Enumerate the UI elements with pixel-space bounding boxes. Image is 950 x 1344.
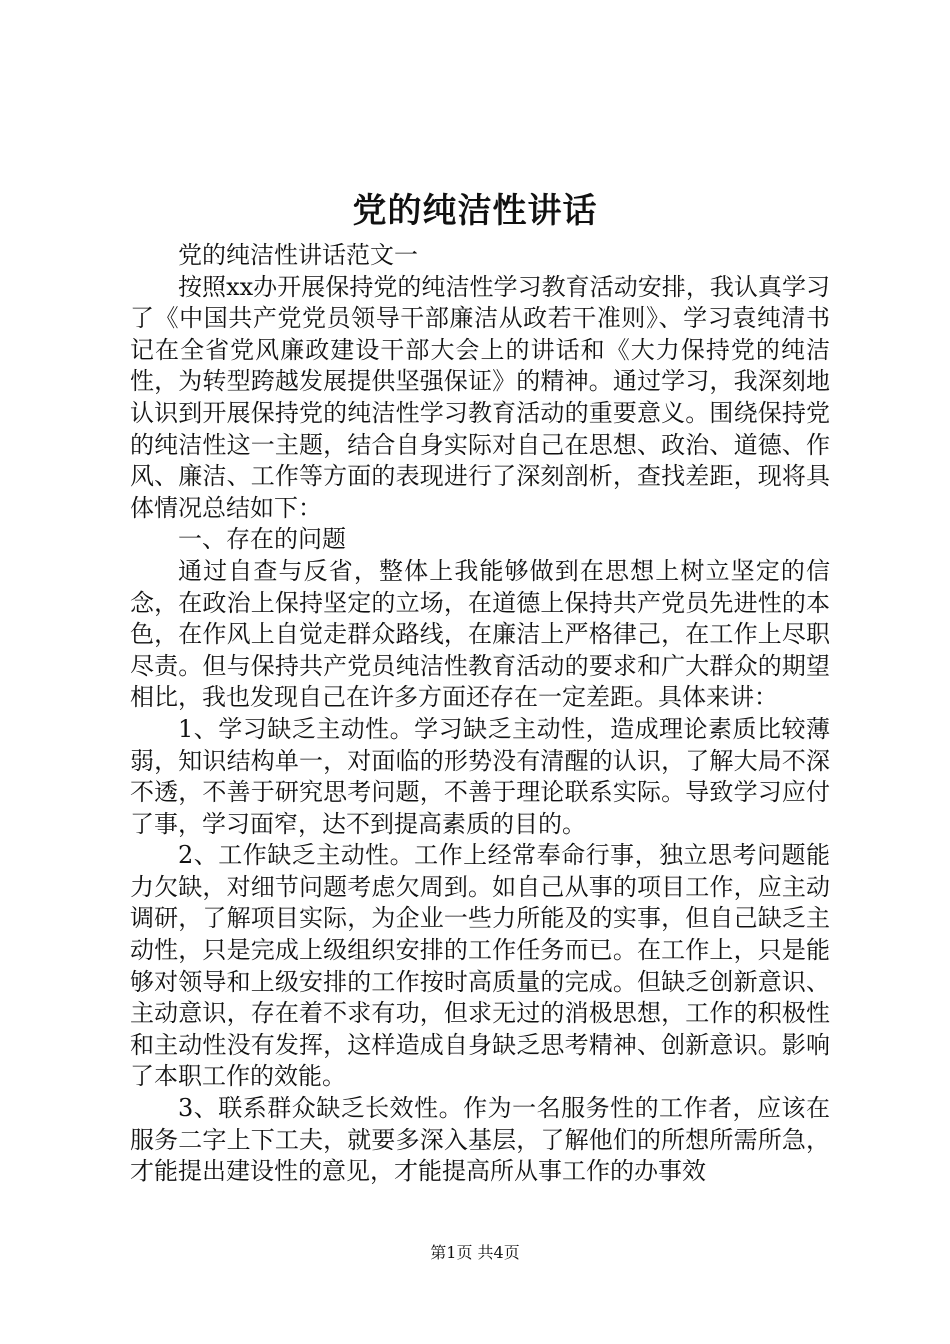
- paragraph-overview: 通过自查与反省，整体上我能够做到在思想上树立坚定的信念，在政治上保持坚定的立场，在道德上保持共产党员先进性的本色，在作风上自觉走群众路线，在廉洁上严格律己，在工作上尽职尽责。但与保持共产党员纯洁性教育活动的要求和广大群众的期望相比，我也发现自己在许多方面还存在一定差距。具体来讲：: [130, 556, 830, 712]
- page-footer: 第1页 共4页: [430, 1243, 520, 1262]
- paragraph-item-3: 3、联系群众缺乏长效性。作为一名服务性的工作者，应该在服务二字上下工夫，就要多深入基层，了解他们的所想所需所急，才能提出建设性的意见，才能提高所从事工作的办事效: [130, 1094, 830, 1186]
- subtitle: 党的纯洁性讲话范文一: [178, 241, 418, 269]
- document-title: 党的纯洁性讲话: [352, 191, 598, 231]
- paragraph-item-1: 1、学习缺乏主动性。学习缺乏主动性，造成理论素质比较薄弱，知识结构单一，对面临的形势没有清醒的认识，了解大局不深不透，不善于研究思考问题，不善于理论联系实际。导致学习应付了事，学习面窄，达不到提高素质的目的。: [130, 714, 830, 838]
- paragraph-intro: 按照xx办开展保持党的纯洁性学习教育活动安排，我认真学习了《中国共产党党员领导干部廉洁从政若干准则》、学习袁纯清书记在全省党风廉政建设干部大会上的讲话和《大力保持党的纯洁性，为转型跨越发展提供坚强保证》的精神。通过学习，我深刻地认识到开展保持党的纯洁性学习教育活动的重要意义。围绕保持党的纯洁性这一主题，结合自身实际对自己在思想、政治、道德、作风、廉洁、工作等方面的表现进行了深刻剖析，查找差距，现将具体情况总结如下：: [130, 272, 830, 522]
- section-heading: 一、存在的问题: [178, 525, 346, 554]
- paragraph-item-2: 2、工作缺乏主动性。工作上经常奉命行事，独立思考问题能力欠缺，对细节问题考虑欠周到。如自己从事的项目工作，应主动调研，了解项目实际，为企业一些力所能及的实事，但自己缺乏主动性，只是完成上级组织安排的工作任务而已。在工作上，只是能够对领导和上级安排的工作按时高质量的完成。但缺乏创新意识、主动意识，存在着不求有功，但求无过的消极思想，工作的积极性和主动性没有发挥，这样造成自身缺乏思考精神、创新意识。影响了本职工作的效能。: [130, 841, 830, 1091]
- document-body: [130, 240, 830, 1188]
